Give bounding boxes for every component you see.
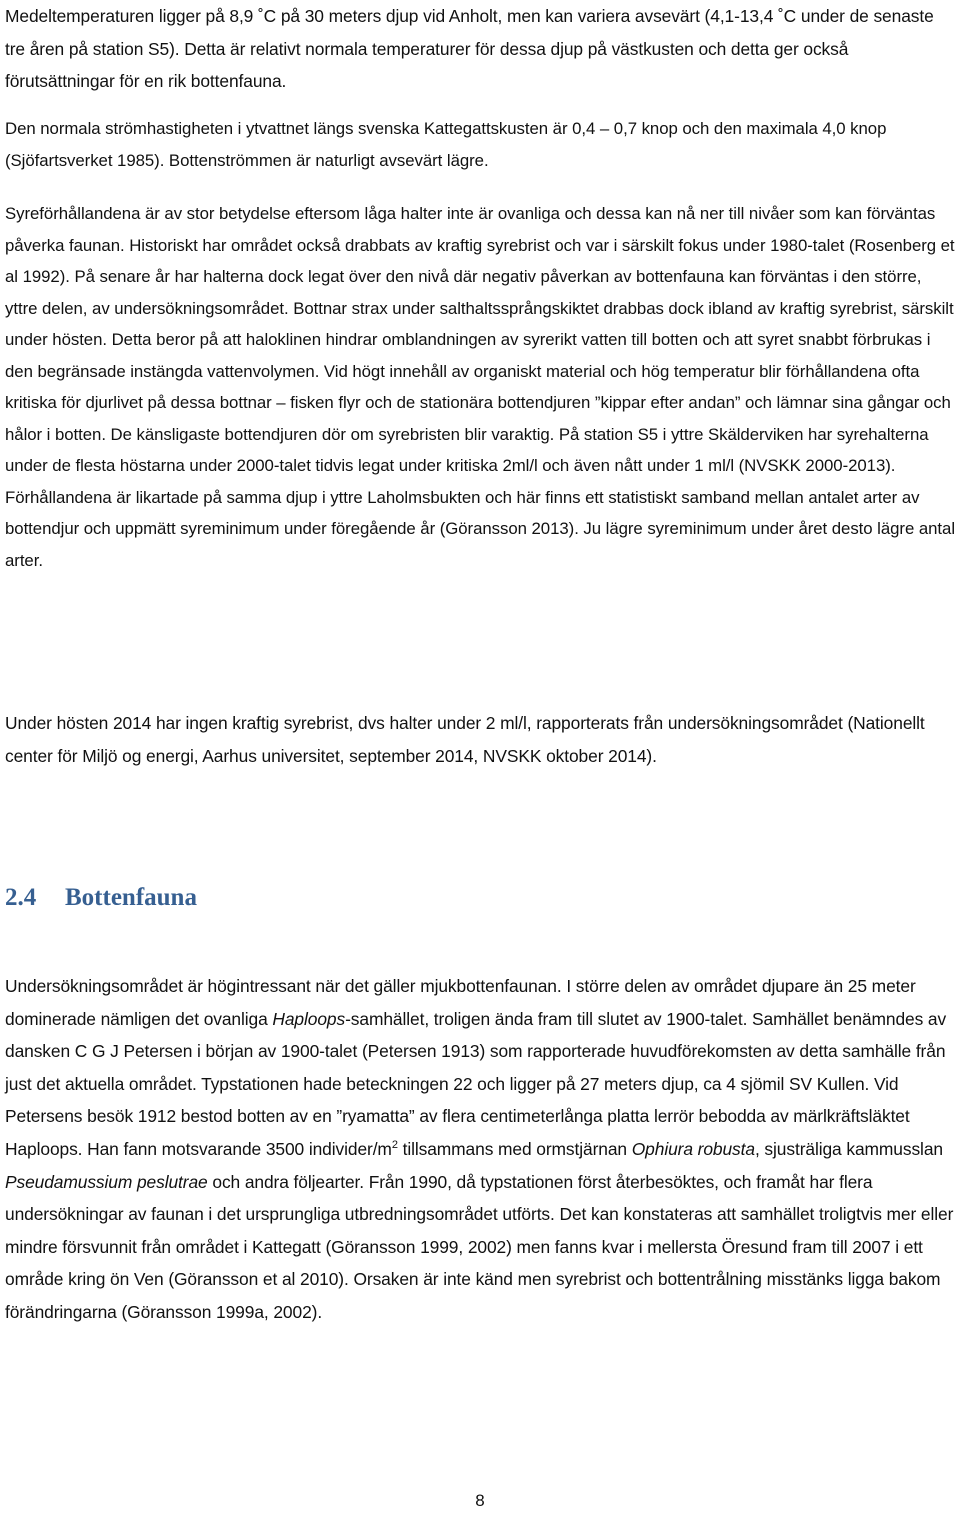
fauna-text-d: , sjusträliga kammusslan <box>754 1138 943 1159</box>
section-title: Bottenfauna <box>65 884 197 911</box>
paragraph-oxygen-conditions: Syreförhållandena är av stor betydelse eftersom låga halter inte är ovanliga och dessa kan nå ner till nivåer som kan förväntas påverka faunan. Historiskt har området också drabbats av kraftig syrebrist och var i särskilt fokus under 1980-talet (Rosenberg et al 1992). På senare år har halterna dock legat över den nivå där negativ påverkan av bottenfauna kan förväntas i den större, yttre delen, av undersökningsområdet. Bottnar strax under salthaltssprångskiktet drabbas dock ibland av kraftig syrebrist, särskilt under hösten. Detta beror på att haloklinen hindrar omblandningen av syrerikt vatten till botten och att syret snabbt förbrukas i den begränsade instängda vattenvolymen. Vid högt innehåll av organiskt material och hög temperatur blir förhållandena ofta kritiska för djurlivet på dessa bottnar – fisken flyr och de stationära bottendjuren ”kippar efter andan” och lämnar sina gångar och hålor i botten. De känsligaste bottendjuren dör om syrebristen blir varaktig. På station S5 i yttre Skälderviken har syrehalterna under de flesta höstarna under 2000-talet tidvis legat under kritiska 2ml/l och även nått under 1 ml/l (NVSKK 2000-2013). Förhållandena är likartade på samma djup i yttre Laholmsbukten och här finns ett statistiskt samband mellan antalet arter av bottendjur och uppmätt syreminimum under föregående år (Göransson 2013). Ju lägre syreminimum under året desto lägre antal arter. <box>5 204 955 570</box>
fauna-ophiura-term: Ophiura robusta <box>631 1138 755 1159</box>
section-number: 2.4 <box>5 884 37 911</box>
paragraph-bottenfauna <box>5 970 957 1329</box>
fauna-superscript: 2 <box>391 1138 398 1151</box>
fauna-pseudamussium-term: Pseudamussium peslutrae <box>5 1171 208 1192</box>
fauna-text-b: -samhället, troligen ända fram till slutet av 1900-talet. Samhället benämndes av dansken C G J Petersen i början av 1900-talet (Petersen 1913) som rapporterade huvudförekomsten av detta samhälle från just det aktuella området. Typstationen hade beteckningen 22 och ligger på 27 meters djup, ca 4 sjömil SV Kullen. Vid Petersens besök 1912 bestod botten av en ”ryamatta” av flera centimeterlånga platta lerrör bebodda av märlkräftsläktet Haploops. Han fann motsvarande 3500 individer/m <box>5 1008 947 1159</box>
paragraph-current-speed: Den normala strömhastigheten i ytvattnet längs svenska Kattegattskusten är 0,4 – 0,7 knop och den maximala 4,0 knop (Sjöfartsverket 1985). Bottenströmmen är naturligt avsevärt lägre. <box>5 119 887 170</box>
section-heading <box>5 878 197 918</box>
page-number: 8 <box>475 1491 485 1510</box>
fauna-haploops-term: Haploops <box>272 1008 346 1029</box>
paragraph-autumn-2014: Under hösten 2014 har ingen kraftig syrebrist, dvs halter under 2 ml/l, rapporterats från undersökningsområdet (Nationellt center för Miljö og energi, Aarhus universitet, september 2014, NVSKK oktober 2014). <box>5 713 925 766</box>
paragraph-temperature: Medeltemperaturen ligger på 8,9 ˚C på 30 meters djup vid Anholt, men kan variera avsevärt (4,1-13,4 ˚C under de senaste tre åren på station S5). Detta är relativt normala temperaturer för dessa djup på västkusten och detta ger också förutsättningar för en rik bottenfauna. <box>5 6 934 92</box>
fauna-text-a: Undersökningsområdet är högintressant när det gäller mjukbottenfaunan. I större delen av området djupare än 25 meter dominerade nämligen det ovanliga <box>5 976 916 1029</box>
fauna-text-e: och andra följearter. Från 1990, då typstationen först återbesöktes, och framåt har flera undersökningar av faunan i det ursprungliga utbredningsområdet utförts. Det kan konstateras att samhället troligtvis mer eller mindre försvunnit från området i Kattegatt (Göransson 1999, 2002) men fanns kvar i mellersta Öresund fram till 2007 i ett område kring ön Ven (Göransson et al 2010). Orsaken är inte känd men syrebrist och bottentrålning misstänks ligga bakom förändringarna (Göransson 1999a, 2002). <box>5 1171 954 1322</box>
fauna-text-c: tillsammans med ormstjärnan <box>397 1138 632 1159</box>
